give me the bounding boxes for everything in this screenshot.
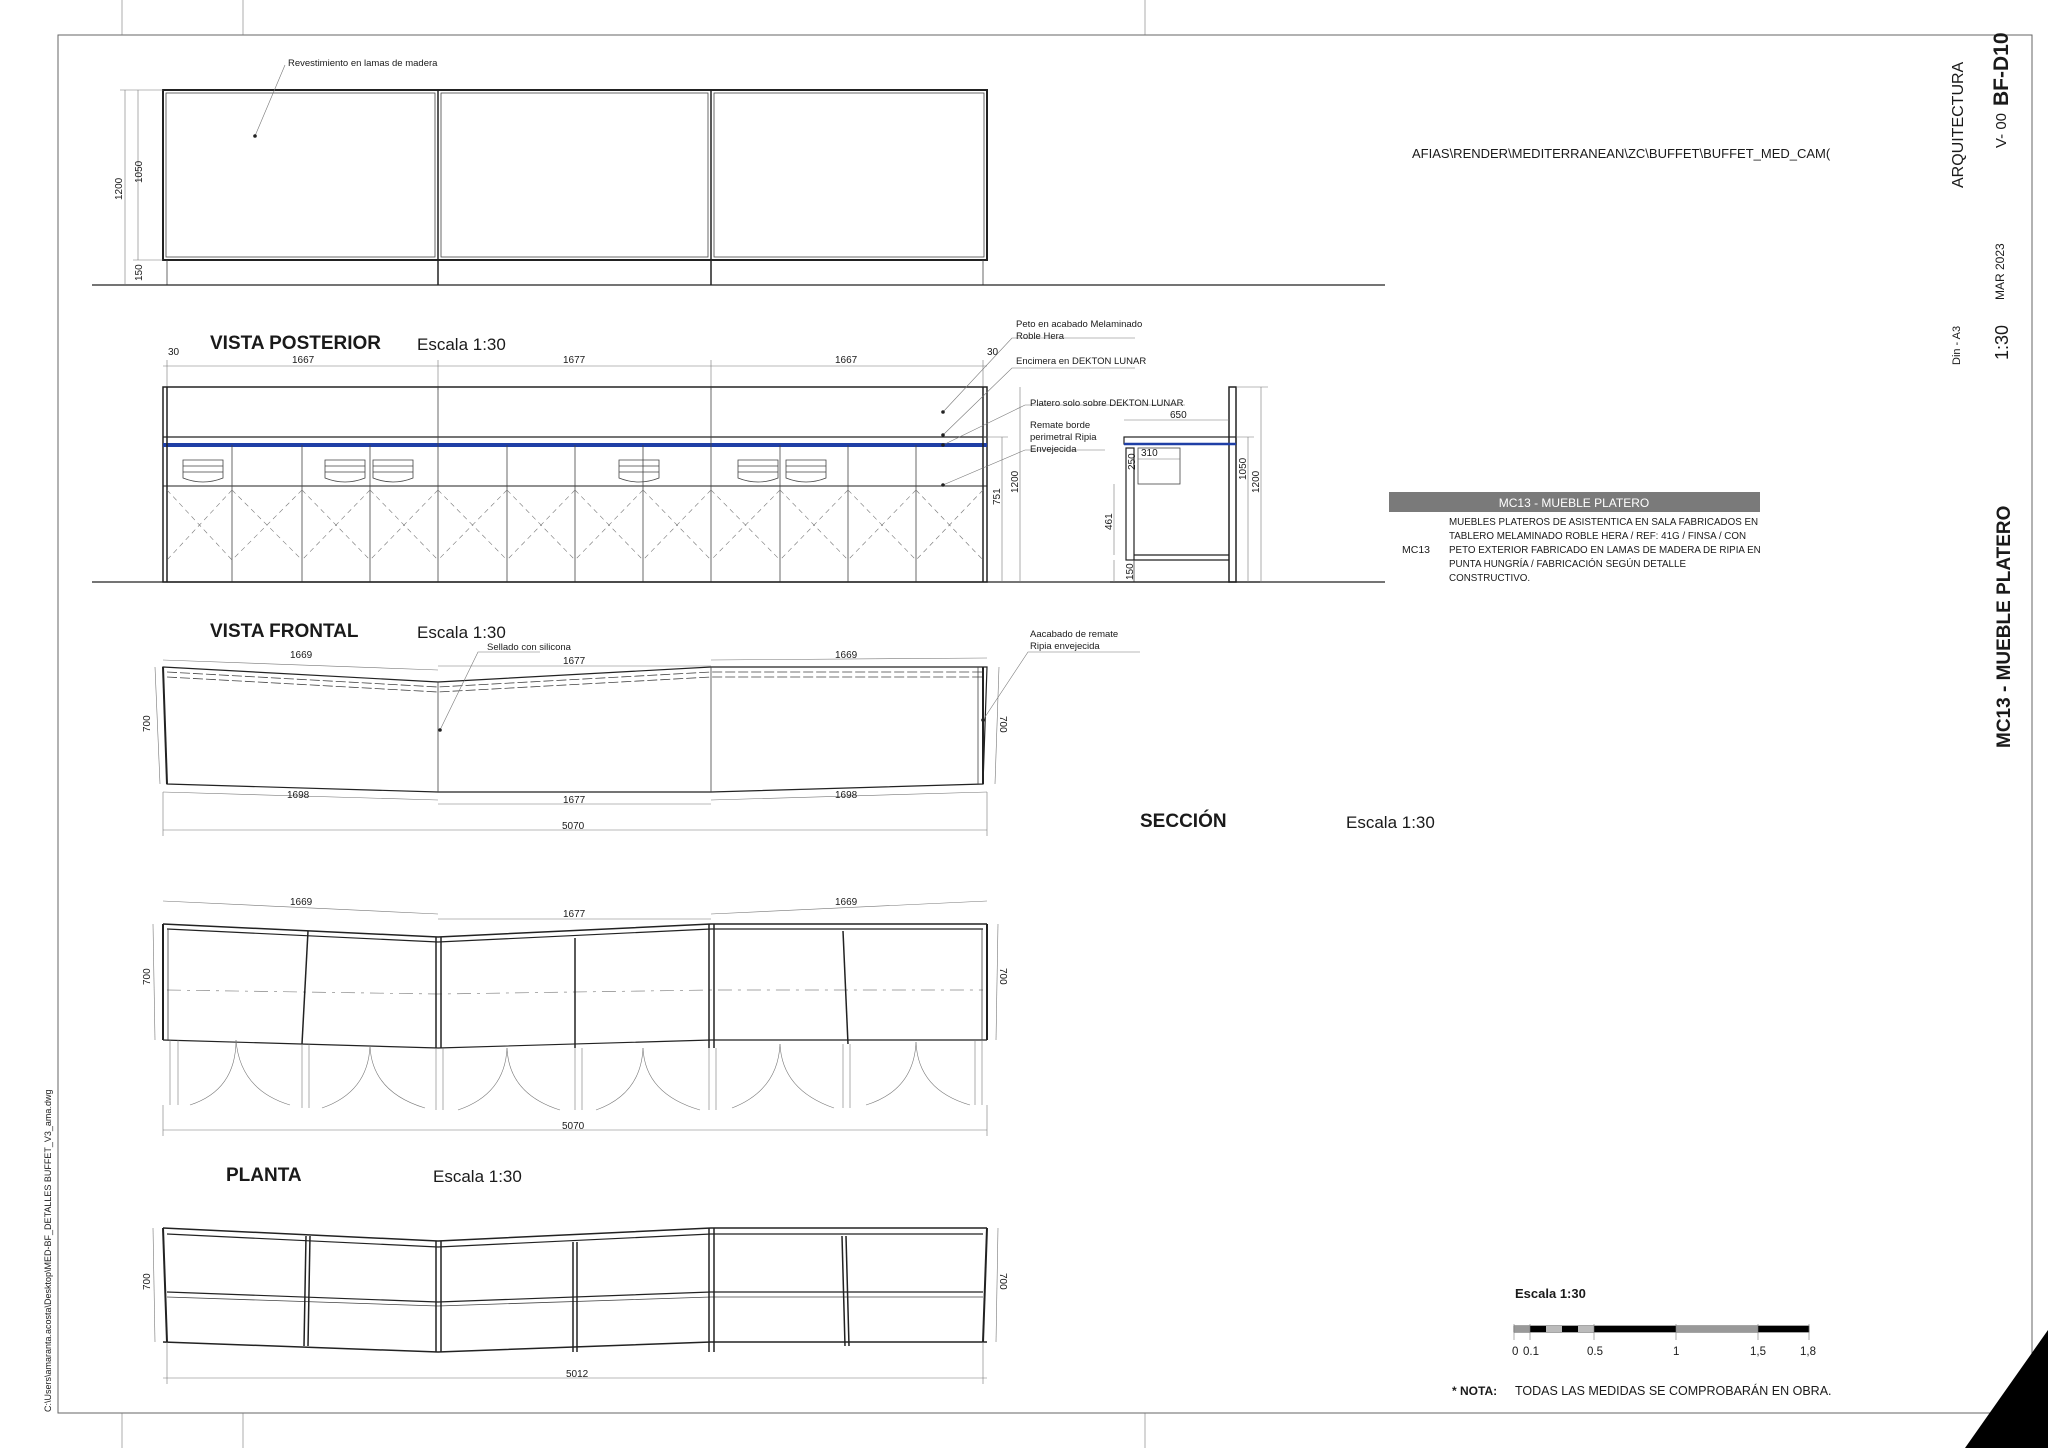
dim-1669-pa: 1669	[290, 897, 313, 908]
dim-5070-f: 5070	[562, 821, 585, 832]
label-peto-1: Peto en acabado Melaminado	[1016, 319, 1143, 330]
dim-751: 751	[992, 488, 1003, 505]
dim-5070-p: 5070	[562, 1121, 585, 1132]
dim-310: 310	[1141, 448, 1158, 459]
label-remate-3: Envejecida	[1030, 444, 1077, 455]
scalebar-tick-18: 1,8	[1800, 1346, 1816, 1358]
dim-700-pr: 700	[997, 968, 1008, 985]
scalebar-tick-0: 0	[1512, 1346, 1519, 1358]
dim-1677-a: 1677	[563, 355, 586, 366]
dim-650: 650	[1170, 410, 1187, 421]
label-acabado-1: Aacabado de remate	[1030, 629, 1119, 640]
scalebar-tick-15: 1,5	[1750, 1346, 1766, 1358]
dim-1200-sec: 1200	[1251, 470, 1262, 493]
elevation-lamas	[92, 65, 1385, 285]
dim-1200-top: 1200	[114, 177, 125, 200]
scalebar-tick-01: 0.1	[1523, 1346, 1539, 1358]
dim-461: 461	[1104, 513, 1115, 530]
dim-30-left: 30	[168, 347, 180, 358]
dim-150-top: 150	[134, 264, 145, 281]
legend-code: MC13	[1402, 544, 1431, 556]
file-path: C:\Users\amaranta.acosta\Desktop\MED-BF_DETALLES BUFFET_V3_ama.dwg	[43, 1089, 53, 1412]
label-peto-2: Roble Hera	[1016, 331, 1065, 342]
legend-line-4: PUNTA HUNGRÍA / FABRICACIÓN SEGÚN DETALLE	[1449, 559, 1686, 570]
scale-vista-frontal: Escala 1:30	[417, 623, 506, 642]
title-vista-posterior: VISTA POSTERIOR	[210, 333, 382, 354]
dim-1677-fa: 1677	[563, 656, 586, 667]
dim-1698-fb: 1698	[835, 790, 858, 801]
legend-line-2: TABLERO MELAMINADO ROBLE HERA / REF: 41G / FINSA / CON	[1449, 531, 1747, 542]
dim-1677-pa: 1677	[563, 909, 586, 920]
sheet-scale: 1:30	[1992, 324, 2012, 360]
dim-1698-fa: 1698	[287, 790, 310, 801]
dim-30-right: 30	[987, 347, 999, 358]
dim-150-sec: 150	[1125, 563, 1136, 580]
corner-triangle	[1965, 1330, 2048, 1448]
dim-700-pl: 700	[142, 968, 153, 985]
scalebar-title: Escala 1:30	[1515, 1286, 1586, 1301]
elevation-posterior	[92, 338, 1385, 582]
label-platero: Platero solo sobre DEKTON LUNAR	[1030, 398, 1184, 409]
label-encimera: Encimera en DEKTON LUNAR	[1016, 356, 1147, 367]
legend-line-3: PETO EXTERIOR FABRICADO EN LAMAS DE MADERA DE RIPIA EN	[1449, 545, 1761, 556]
nota-text: TODAS LAS MEDIDAS SE COMPROBARÁN EN OBRA.	[1515, 1384, 1832, 1398]
scale-seccion: Escala 1:30	[1346, 813, 1435, 832]
dim-1669-fb: 1669	[835, 650, 858, 661]
dim-250: 250	[1127, 453, 1138, 470]
legend-line-5: CONSTRUCTIVO.	[1449, 573, 1531, 584]
dim-700-lr: 700	[997, 1273, 1008, 1290]
legend-line-1: MUEBLES PLATEROS DE ASISTENTICA EN SALA FABRICADOS EN	[1449, 517, 1759, 528]
elevation-frontal	[155, 652, 1140, 836]
title-seccion: SECCIÓN	[1140, 811, 1227, 832]
dim-1667-a: 1667	[292, 355, 315, 366]
label-remate-1: Remate borde	[1030, 420, 1091, 431]
label-remate-2: perimetral Ripia	[1030, 432, 1097, 443]
section-drawing	[1110, 387, 1268, 582]
dim-1667-b: 1667	[835, 355, 858, 366]
label-revestimiento: Revestimiento en lamas de madera	[288, 58, 438, 69]
dim-700-fr: 700	[997, 716, 1008, 733]
sheet-code: BF-D10	[1990, 32, 2013, 106]
label-sellado: Sellado con silicona	[487, 642, 571, 653]
dim-5012: 5012	[566, 1369, 589, 1380]
legend-header: MC13 - MUEBLE PLATERO	[1498, 496, 1650, 510]
dim-1050-top: 1050	[134, 160, 145, 183]
dim-700-ll: 700	[142, 1273, 153, 1290]
scale-vista-posterior: Escala 1:30	[417, 335, 506, 354]
nota-label: * NOTA:	[1452, 1384, 1498, 1398]
title-vista-frontal: VISTA FRONTAL	[210, 621, 359, 642]
paper-format: Din - A3	[1951, 325, 1963, 365]
scale-bar	[1514, 1324, 1809, 1340]
dim-1669-pb: 1669	[835, 897, 858, 908]
dim-700-fl: 700	[142, 715, 153, 732]
scale-planta: Escala 1:30	[433, 1167, 522, 1186]
title-block	[1950, 32, 2015, 748]
title-planta: PLANTA	[226, 1165, 302, 1186]
sheet-date: MAR 2023	[1993, 243, 2007, 300]
scalebar-tick-05: 0.5	[1587, 1346, 1603, 1358]
sheet-title: MC13 - MUEBLE PLATERO	[1994, 505, 2015, 748]
label-acabado-2: Ripia envejecida	[1030, 641, 1100, 652]
plan-with-doors	[153, 901, 998, 1136]
version-label: V- 00	[1993, 112, 2010, 148]
sheet-frame	[58, 0, 2048, 1448]
discipline-label: ARQUITECTURA	[1950, 61, 1967, 188]
dim-1669-fa: 1669	[290, 650, 313, 661]
plan-drawing	[153, 1228, 998, 1384]
dim-1050-sec: 1050	[1238, 457, 1249, 480]
render-path: AFIAS\RENDER\MEDITERRANEAN\ZC\BUFFET\BUFFET_MED_CAM(	[1412, 146, 1831, 161]
dim-1677-fb: 1677	[563, 795, 586, 806]
dim-1200-post: 1200	[1010, 470, 1021, 493]
scalebar-tick-1: 1	[1673, 1346, 1680, 1358]
